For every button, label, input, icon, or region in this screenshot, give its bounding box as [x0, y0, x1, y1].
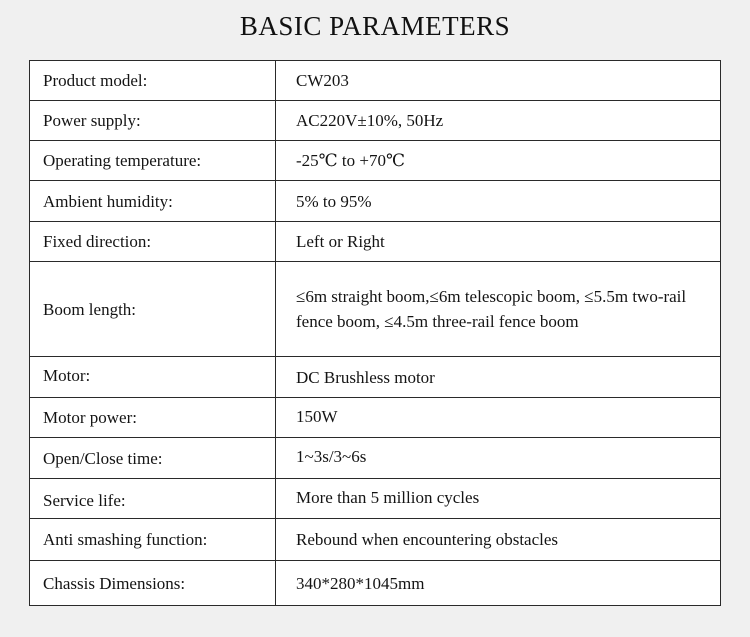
param-value: -25℃ to +70℃ [276, 141, 721, 181]
table-row [30, 561, 721, 606]
table-row [30, 181, 721, 222]
param-label: Operating temperature: [30, 141, 276, 181]
table-row [30, 438, 721, 479]
param-value: CW203 [276, 61, 721, 101]
param-value: Left or Right [276, 222, 721, 262]
param-label: Power supply: [30, 101, 276, 141]
table-row [30, 519, 721, 561]
param-label: Open/Close time: [30, 438, 276, 479]
table-row [30, 101, 721, 141]
param-value: AC220V±10%, 50Hz [276, 101, 721, 141]
param-label: Service life: [30, 479, 276, 519]
param-value: ≤6m straight boom,≤6m telescopic boom, ≤5.5m two-rail fence boom, ≤4.5m three-rail fence boom [276, 262, 721, 357]
page-title: BASIC PARAMETERS [239, 11, 511, 41]
param-label: Motor: [30, 357, 276, 398]
param-label: Product model: [30, 61, 276, 101]
table-row [30, 357, 721, 398]
param-value: DC Brushless motor [276, 357, 721, 398]
table-row [30, 222, 721, 262]
table-row [30, 141, 721, 181]
param-label: Boom length: [30, 262, 276, 357]
param-value: Rebound when encountering obstacles [276, 519, 721, 561]
table-row [30, 61, 721, 101]
param-value: 1~3s/3~6s [276, 438, 721, 479]
parameters-table [29, 60, 721, 606]
param-label: Fixed direction: [30, 222, 276, 262]
param-value: 340*280*1045mm [276, 561, 721, 606]
table-row [30, 398, 721, 438]
param-label: Anti smashing function: [30, 519, 276, 561]
param-label: Ambient humidity: [30, 181, 276, 222]
param-value: 5% to 95% [276, 181, 721, 222]
table-row [30, 479, 721, 519]
param-label: Chassis Dimensions: [30, 561, 276, 606]
table-row [30, 262, 721, 357]
param-value: More than 5 million cycles [276, 479, 721, 519]
param-label: Motor power: [30, 398, 276, 438]
param-value: 150W [276, 398, 721, 438]
